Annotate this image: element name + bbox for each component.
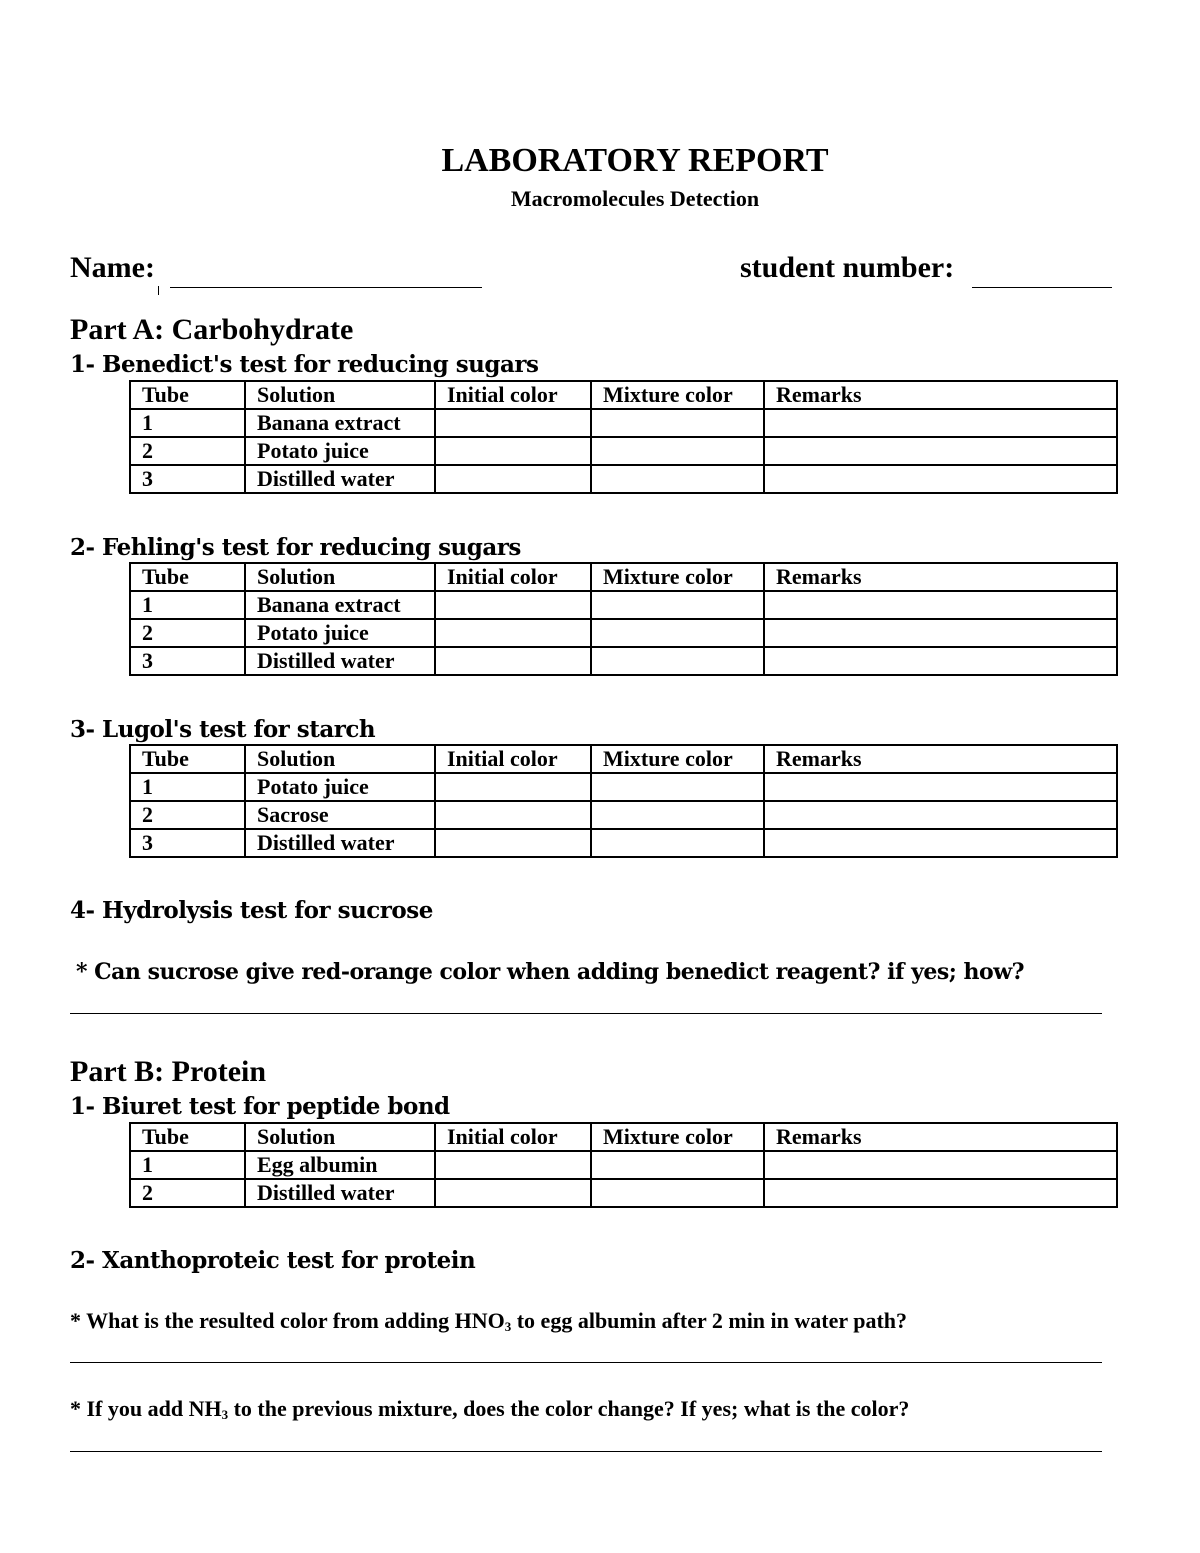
header-initial-color: Initial color <box>435 563 591 591</box>
solution-cell: Egg albumin <box>245 1151 435 1179</box>
tube-number: 2 <box>130 619 245 647</box>
hydrolysis-answer-line[interactable] <box>70 1013 1102 1014</box>
part-a-title: Part A: Carbohydrate <box>70 313 354 346</box>
name-blank[interactable] <box>170 287 482 288</box>
table-row <box>130 801 1117 829</box>
tube-number: 3 <box>130 465 245 493</box>
initial-color-cell[interactable] <box>435 829 591 857</box>
initial-color-cell[interactable] <box>435 465 591 493</box>
initial-color-cell[interactable] <box>435 801 591 829</box>
remarks-cell[interactable] <box>764 801 1117 829</box>
subscript: 3 <box>221 1407 229 1422</box>
solution-cell: Potato juice <box>245 437 435 465</box>
hydrolysis-question: * Can sucrose give red-orange color when adding benedict reagent? if yes; how? <box>76 959 1025 985</box>
mixture-color-cell[interactable] <box>591 591 764 619</box>
initial-color-cell[interactable] <box>435 619 591 647</box>
header-solution: Solution <box>245 1123 435 1151</box>
initial-color-cell[interactable] <box>435 409 591 437</box>
header-solution: Solution <box>245 381 435 409</box>
header-initial-color: Initial color <box>435 745 591 773</box>
text-cursor <box>158 286 159 295</box>
benedict-table <box>129 380 1118 494</box>
table-header-row <box>130 381 1117 409</box>
tube-number: 1 <box>130 409 245 437</box>
solution-cell: Banana extract <box>245 409 435 437</box>
remarks-cell[interactable] <box>764 647 1117 675</box>
solution-cell: Banana extract <box>245 591 435 619</box>
initial-color-cell[interactable] <box>435 1151 591 1179</box>
initial-color-cell[interactable] <box>435 437 591 465</box>
header-tube: Tube <box>130 563 245 591</box>
initial-color-cell[interactable] <box>435 591 591 619</box>
initial-color-cell[interactable] <box>435 1179 591 1207</box>
biuret-table <box>129 1122 1118 1208</box>
remarks-cell[interactable] <box>764 437 1117 465</box>
xanthoproteic-question-1 <box>70 1308 907 1335</box>
header-tube: Tube <box>130 1123 245 1151</box>
xanthoproteic-answer-line-1[interactable] <box>70 1362 1102 1363</box>
mixture-color-cell[interactable] <box>591 829 764 857</box>
solution-cell: Distilled water <box>245 1179 435 1207</box>
benedict-heading: 1- Benedict's test for reducing sugars <box>70 351 539 378</box>
mixture-color-cell[interactable] <box>591 647 764 675</box>
tube-number: 3 <box>130 647 245 675</box>
solution-cell: Sacrose <box>245 801 435 829</box>
mixture-color-cell[interactable] <box>591 465 764 493</box>
table-header-row <box>130 745 1117 773</box>
header-remarks: Remarks <box>764 563 1117 591</box>
table-row <box>130 591 1117 619</box>
table-row <box>130 437 1117 465</box>
tube-number: 2 <box>130 801 245 829</box>
report-subtitle: Macromolecules Detection <box>510 186 760 211</box>
remarks-cell[interactable] <box>764 409 1117 437</box>
remarks-cell[interactable] <box>764 465 1117 493</box>
table-row <box>130 647 1117 675</box>
solution-cell: Distilled water <box>245 647 435 675</box>
remarks-cell[interactable] <box>764 829 1117 857</box>
name-label: Name: <box>70 251 155 284</box>
table-header-row <box>130 563 1117 591</box>
mixture-color-cell[interactable] <box>591 437 764 465</box>
remarks-cell[interactable] <box>764 773 1117 801</box>
question-text: to the previous mixture, does the color change? If yes; what is the color? <box>228 1396 910 1421</box>
solution-cell: Potato juice <box>245 773 435 801</box>
header-mixture-color: Mixture color <box>591 381 764 409</box>
xanthoproteic-question-2 <box>70 1396 909 1423</box>
mixture-color-cell[interactable] <box>591 1179 764 1207</box>
table-row <box>130 409 1117 437</box>
student-number-blank[interactable] <box>972 287 1112 288</box>
solution-cell: Distilled water <box>245 829 435 857</box>
mixture-color-cell[interactable] <box>591 801 764 829</box>
hydrolysis-heading: 4- Hydrolysis test for sucrose <box>70 897 433 924</box>
tube-number: 1 <box>130 1151 245 1179</box>
header-solution: Solution <box>245 563 435 591</box>
tube-number: 2 <box>130 437 245 465</box>
question-text: * If you add NH <box>70 1396 222 1421</box>
table-row <box>130 829 1117 857</box>
report-title: LABORATORY REPORT <box>441 142 829 179</box>
xanthoproteic-answer-line-2[interactable] <box>70 1451 1102 1452</box>
table-row <box>130 465 1117 493</box>
header-solution: Solution <box>245 745 435 773</box>
header-mixture-color: Mixture color <box>591 563 764 591</box>
remarks-cell[interactable] <box>764 1179 1117 1207</box>
subscript: 3 <box>504 1319 512 1334</box>
xanthoproteic-heading: 2- Xanthoproteic test for protein <box>70 1247 476 1274</box>
table-row <box>130 619 1117 647</box>
table-header-row <box>130 1123 1117 1151</box>
remarks-cell[interactable] <box>764 1151 1117 1179</box>
initial-color-cell[interactable] <box>435 773 591 801</box>
mixture-color-cell[interactable] <box>591 619 764 647</box>
fehling-heading: 2- Fehling's test for reducing sugars <box>70 534 521 561</box>
solution-cell: Distilled water <box>245 465 435 493</box>
lugol-table <box>129 744 1118 858</box>
header-remarks: Remarks <box>764 1123 1117 1151</box>
header-initial-color: Initial color <box>435 1123 591 1151</box>
student-number-label: student number: <box>740 251 955 284</box>
biuret-heading: 1- Biuret test for peptide bond <box>70 1093 450 1120</box>
header-mixture-color: Mixture color <box>591 745 764 773</box>
table-row <box>130 1179 1117 1207</box>
remarks-cell[interactable] <box>764 591 1117 619</box>
tube-number: 1 <box>130 591 245 619</box>
part-b-title: Part B: Protein <box>70 1055 267 1088</box>
header-tube: Tube <box>130 745 245 773</box>
mixture-color-cell[interactable] <box>591 773 764 801</box>
solution-cell: Potato juice <box>245 619 435 647</box>
mixture-color-cell[interactable] <box>591 1151 764 1179</box>
tube-number: 1 <box>130 773 245 801</box>
table-row <box>130 773 1117 801</box>
header-tube: Tube <box>130 381 245 409</box>
header-mixture-color: Mixture color <box>591 1123 764 1151</box>
header-initial-color: Initial color <box>435 381 591 409</box>
tube-number: 3 <box>130 829 245 857</box>
lugol-heading: 3- Lugol's test for starch <box>70 716 376 743</box>
remarks-cell[interactable] <box>764 619 1117 647</box>
tube-number: 2 <box>130 1179 245 1207</box>
question-text: * What is the resulted color from adding HNO <box>70 1308 505 1333</box>
header-remarks: Remarks <box>764 381 1117 409</box>
initial-color-cell[interactable] <box>435 647 591 675</box>
mixture-color-cell[interactable] <box>591 409 764 437</box>
question-text: to egg albumin after 2 min in water path? <box>511 1308 908 1333</box>
header-remarks: Remarks <box>764 745 1117 773</box>
table-row <box>130 1151 1117 1179</box>
fehling-table <box>129 562 1118 676</box>
